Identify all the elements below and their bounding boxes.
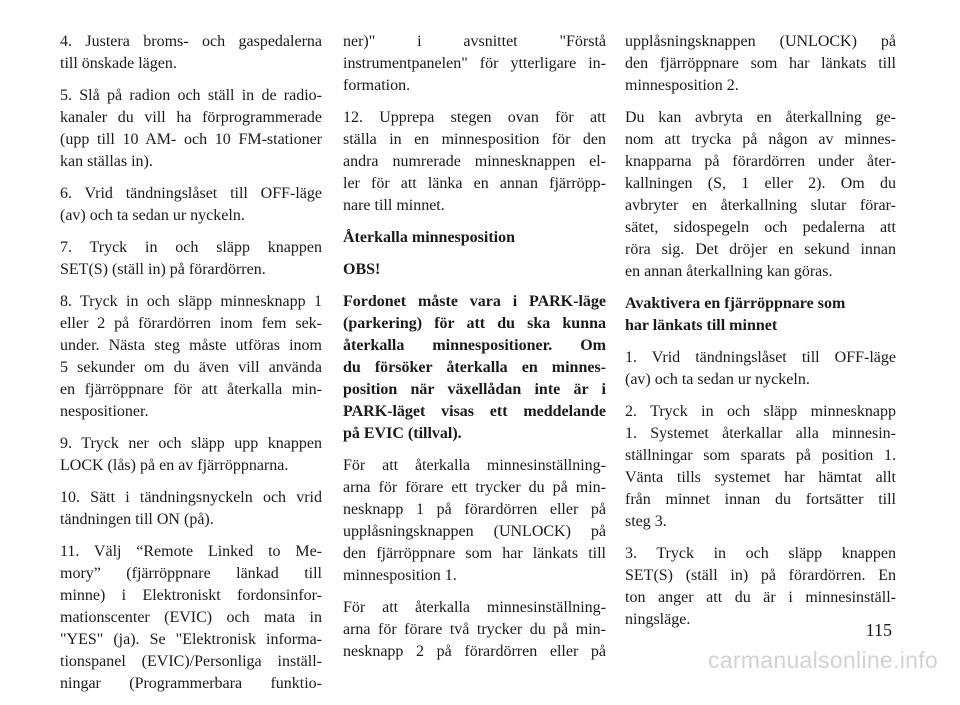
step-6: 6. Vrid tändningslåset till OFF-läge (av) och ta sedan ur nyckeln.: [60, 185, 322, 224]
step-11-continued: ner)" i avsnittet "Förstå instrumentpanelen" för ytterligare in- formation.: [343, 33, 606, 94]
deactivate-step-3: 3. Tryck in och släpp knappen SET(S) (ställ in) på förardörren. En ton anger att du är i minnesinställ- ningsläge.: [625, 545, 896, 628]
recall-driver-1: För att återkalla minnesinställning- arna för förare ett trycker du på min- nesknapp 1 på förardörren eller på upplåsningsknappen (UNLOCK) på den fjärröppnare som har länkats till minnesposition 1.: [343, 457, 606, 584]
deactivate-step-2: 2. Tryck in och släpp minnesknapp 1. Systemet återkallar alla minnesin- ställningar som sparats på position 1. Vänta tills systemet har hämtat allt från minnet innan du fortsätter till steg 3.: [625, 403, 896, 530]
recall-driver-2: För att återkalla minnesinställning- arna för förare två trycker du på min- nesknapp 2 på förardörren eller på: [343, 599, 606, 660]
step-5: 5. Slå på radion och ställ in de radio- kanaler du vill ha förprogrammerade (upp till 10 AM- och 10 FM-stationer kan ställas in).: [60, 87, 322, 170]
step-8: 8. Tryck in och släpp minnesknapp 1 eller 2 på förardörren inom fem sek- under. Nästa steg måste utföras inom 5 sekunder om du även vill använda en fjärröppnare för att återkalla min- nespositioner.: [60, 293, 322, 420]
step-10: 10. Sätt i tändningsnyckeln och vrid tändningen till ON (på).: [60, 489, 322, 528]
step-11: 11. Välj “Remote Linked to Me- mory” (fjärröppnare länkad till minne) i Elektroniskt fordonsinfor- mationscenter (EVIC) och mata in "YES" (ja). Se "Elektronisk informa- tionspanel (EVIC)/Personliga inställ- ningar (Programmerbara funktio-: [60, 543, 322, 692]
column-2: [343, 31, 606, 673]
section-heading-recall: Återkalla minnesposition: [343, 229, 516, 246]
note-label: OBS!: [343, 261, 381, 278]
deactivate-step-1: 1. Vrid tändningslåset till OFF-läge (av) och ta sedan ur nyckeln.: [625, 349, 896, 388]
recall-driver-2-continued: upplåsningsknappen (UNLOCK) på den fjärröppnare som har länkats till minnesposition 2.: [625, 33, 896, 94]
step-7: 7. Tryck in och släpp knappen SET(S) (ställ in) på förardörren.: [60, 239, 322, 278]
step-9: 9. Tryck ner och släpp upp knappen LOCK (lås) på en av fjärröppnarna.: [60, 435, 322, 474]
cancel-recall: Du kan avbryta en återkallning ge- nom att trycka på någon av minnes- knapparna på förardörren under åter- kallningen (S, 1 eller 2). Om du avbryter en återkallning slutar förar- sätet, sidospegeln och pedalerna att röra sig. Det dröjer en sekund innan en annan återkallning kan göras.: [625, 109, 896, 280]
step-4: 4. Justera broms- och gaspedalerna till önskade lägen.: [60, 33, 322, 72]
column-1: [60, 31, 322, 705]
watermark: carmanualsonline.info: [707, 647, 938, 673]
page-number: 115: [865, 620, 892, 640]
note-text: Fordonet måste vara i PARK-läge (parkering) för att du ska kunna återkalla minnespositioner. Om du försöker återkalla en minnes- position när växellådan inte är i PARK-läget visas ett meddelande på EVIC (tillval).: [343, 293, 606, 442]
section-heading-deactivate: Avaktivera en fjärröppnare som har länkats till minnet: [625, 295, 846, 334]
step-12: 12. Upprepa stegen ovan för att ställa in en minnesposition för den andra numrerade minnesknappen el- ler för att länka en annan fjärröpp- nare till minnet.: [343, 109, 606, 214]
column-3: [625, 31, 896, 641]
